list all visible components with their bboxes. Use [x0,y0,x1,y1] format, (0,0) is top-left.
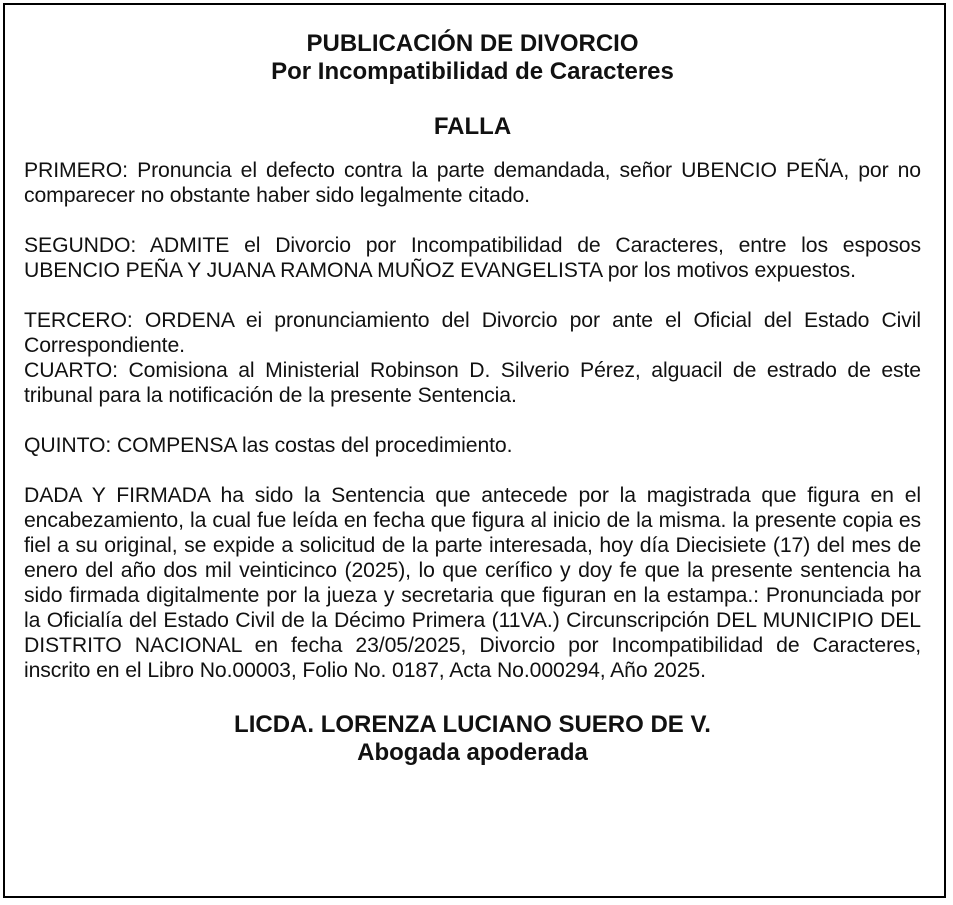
signature-name: LICDA. LORENZA LUCIANO SUERO DE V. [234,711,711,738]
paragraph-tercero: TERCERO: ORDENA ei pronunciamiento del Divorcio por ante el Oficial del Estado Civil Correspondiente. [24,309,921,357]
paragraph-quinto: QUINTO: COMPENSA las costas del procedimiento. [24,434,513,457]
section-heading-falla: FALLA [433,113,512,140]
publication-title: PUBLICACIÓN DE DIVORCIO [306,30,639,57]
publication-subtitle: Por Incompatibilidad de Caracteres [271,58,674,85]
paragraph-primero: PRIMERO: Pronuncia el defecto contra la parte demandada, señor UBENCIO PEÑA, por no comparecer no obstante haber sido legalmente citado. [24,159,921,207]
paragraph-cuarto: CUARTO: Comisiona al Ministerial Robinson D. Silverio Pérez, alguacil de estrado de este tribunal para la notificación de la presente Sentencia. [24,359,921,407]
paragraph-dada-y-firmada: DADA Y FIRMADA ha sido la Sentencia que antecede por la magistrada que figura en el encabezamiento, la cual fue leída en fecha que figura al inicio de la misma. la presente copia es fiel a su original, se expide a solicitud de la parte interesada, hoy día Diecisiete (17) del mes de enero del año dos mil veinticinco (2025), lo que cerífico y doy fe que la presente sentencia ha sido firmada digitalmente por la jueza y secretaria que figuran en la estampa.: Pronunciada por la Oficialía del Estado Civil de la Décimo Primera (11VA.) Circunscripción DEL MUNICIPIO DEL DISTRITO NACIONAL en fecha 23/05/2025, Divorcio por Incompatibilidad de Caracteres, inscrito en el Libro No.00003, Folio No. 0187, Acta No.000294, Año 2025. [24,484,921,682]
signature-role: Abogada apoderada [357,739,588,766]
paragraph-segundo: SEGUNDO: ADMITE el Divorcio por Incompatibilidad de Caracteres, entre los esposos UBENCIO PEÑA Y JUANA RAMONA MUÑOZ EVANGELISTA por los motivos expuestos. [24,234,921,282]
publication-body [24,30,921,767]
signature-block [24,711,921,767]
